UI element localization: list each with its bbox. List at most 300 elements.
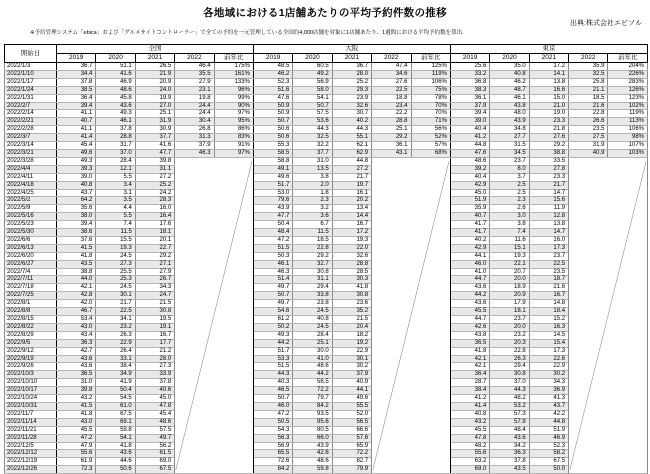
value-cell: 42.1 [450,363,489,371]
row-date: 2022/6/20 [5,252,57,260]
value-cell: 24.5 [293,308,332,316]
value-cell: 30.3 [332,276,371,284]
value-cell: 18.7 [529,276,568,284]
value-cell: 48.5 [253,63,292,71]
value-cell: 55.5 [332,402,371,410]
value-cell: 40.9 [569,149,608,157]
value-cell: 50.0 [529,466,568,474]
value-cell: 45.4 [57,142,96,150]
value-cell: 23.9 [332,94,371,102]
value-cell: 3.4 [96,181,135,189]
value-cell: 95.6 [293,418,332,426]
row-date: 2022/9/26 [5,363,57,371]
value-cell: 43.5 [57,260,96,268]
value-cell: 22.0 [332,244,371,252]
value-cell: 54.3 [253,426,292,434]
table-body [5,63,648,474]
value-cell: 44.3 [332,126,371,134]
value-cell: 25.1 [372,126,411,134]
value-cell: 17.7 [135,339,174,347]
value-cell: 19.3 [332,236,371,244]
value-cell: 44.7 [450,276,489,284]
value-cell: 47.8 [450,434,489,442]
row-date: 2022/7/18 [5,284,57,292]
value-cell: 53.2 [490,402,529,410]
value-cell: 21.7 [332,173,371,181]
value-cell: 26.3 [490,355,529,363]
value-cell: 63.2 [450,458,489,466]
value-cell: 31.7 [96,142,135,150]
row-date: 2022/7/4 [5,268,57,276]
value-cell: 34.2 [490,442,529,450]
value-cell: 31.5 [490,142,529,150]
value-cell: 38.8 [529,149,568,157]
value-cell: 30.4 [175,118,214,126]
value-cell: 82.7 [332,458,371,466]
value-cell: 17.3 [529,347,568,355]
table-row [5,418,648,426]
value-cell: 18.8 [372,94,411,102]
value-cell: 123% [608,94,648,102]
value-cell: 42.9 [450,244,489,252]
value-cell: 21.6 [569,102,608,110]
value-cell: 47.6 [450,149,489,157]
value-cell: 24.0 [135,86,174,94]
value-cell: 43.5 [490,466,529,474]
value-cell: 36.5 [450,339,489,347]
value-cell: 20.0 [490,323,529,331]
year-header: 2022 [569,54,608,63]
value-cell: 24.4 [175,102,214,110]
value-cell: 55.6 [450,450,489,458]
value-cell: 41.8 [450,347,489,355]
value-cell: 11.9 [529,205,568,213]
value-cell: 7.4 [96,221,135,229]
table-row [5,300,648,308]
value-cell: 91% [214,142,253,150]
table-row [5,86,648,94]
value-cell: 50.4 [96,387,135,395]
value-cell: 79.7 [293,395,332,403]
value-cell: 45.5 [450,426,489,434]
value-cell: 36.3 [57,339,96,347]
value-cell: 16.1 [332,189,371,197]
row-date: 2022/2/21 [5,118,57,126]
value-cell: 33.8 [293,292,332,300]
value-cell: 125% [411,63,450,71]
value-cell: 22.5 [372,86,411,94]
value-cell: 66.6 [332,426,371,434]
value-cell: 42.6 [450,323,489,331]
value-cell: 64.2 [57,197,96,205]
value-cell: 102% [608,102,648,110]
table-row [5,110,648,118]
value-cell: 37.9 [332,371,371,379]
value-cell: 40.8 [490,70,529,78]
row-date: 2022/1/17 [5,78,57,86]
value-cell: 36.8 [450,78,489,86]
value-cell: 29.3 [332,86,371,94]
table-row [5,252,648,260]
value-cell: 25.1 [135,110,174,118]
table-row [5,189,648,197]
year-header: 2022 [175,54,214,63]
value-cell: 3.6 [293,213,332,221]
value-cell: 18.5 [569,94,608,102]
value-cell: 14.8 [529,300,568,308]
value-cell: 41.0 [293,355,332,363]
value-cell: 21.5 [135,300,174,308]
value-cell: 35.5 [175,70,214,78]
value-cell: 97% [214,110,253,118]
value-cell: 16.4 [135,213,174,221]
value-cell: 25.6 [450,63,489,71]
value-cell: 51.1 [96,63,135,71]
value-cell: 31.0 [57,379,96,387]
value-cell: 18.4 [529,308,568,316]
value-cell: 204% [608,63,648,71]
value-cell: 23.4 [372,102,411,110]
value-cell: 32.6 [332,102,371,110]
value-cell: 41.2 [450,395,489,403]
table-row [5,236,648,244]
row-date: 2022/10/17 [5,387,57,395]
value-cell: 30.1 [96,292,135,300]
value-cell: 37.7 [135,134,174,142]
value-cell: 20.1 [135,236,174,244]
value-cell: 41.8 [332,284,371,292]
value-cell: 22.6 [529,355,568,363]
value-cell: 50.9 [253,110,292,118]
value-cell: 86% [214,126,253,134]
value-cell: 23.3 [529,118,568,126]
value-cell: 23.5 [569,126,608,134]
value-cell: 26.6 [569,118,608,126]
value-cell: 34.1 [96,316,135,324]
value-cell: 38.4 [96,363,135,371]
value-cell: 24.4 [175,110,214,118]
value-cell: 72.2 [293,387,332,395]
value-cell: 11.5 [293,229,332,237]
value-cell: 43.4 [57,331,96,339]
value-cell: 29.2 [135,252,174,260]
no-data-region [372,157,451,473]
value-cell: 41.5 [57,402,96,410]
value-cell: 30.8 [332,292,371,300]
year-header: 2020 [96,54,135,63]
value-cell: 48.4 [253,229,292,237]
value-cell: 14.4 [332,213,371,221]
value-cell: 37.9 [450,102,489,110]
value-cell: 31.9 [569,142,608,150]
value-cell: 39.8 [135,157,174,165]
table-row [5,458,648,466]
value-cell: 43.6 [450,300,489,308]
value-cell: 20.0 [490,276,529,284]
value-cell: 56.3 [253,434,292,442]
value-cell: 49.6 [253,173,292,181]
value-cell: 38.8 [57,268,96,276]
value-cell: 44.1 [332,387,371,395]
value-cell: 48.4 [490,426,529,434]
value-cell: 44.8 [450,142,489,150]
value-cell: 26.7 [135,276,174,284]
value-cell: 36.4 [450,371,489,379]
value-cell: 97% [214,149,253,157]
value-cell: 22.9 [96,339,135,347]
value-cell: 5.5 [96,213,135,221]
value-cell: 22.8 [569,110,608,118]
table-row [5,70,648,78]
value-cell: 20.3 [490,339,529,347]
value-cell: 67.5 [529,458,568,466]
value-cell: 34.9 [96,371,135,379]
value-cell: 7.4 [490,229,529,237]
table-row [5,379,648,387]
value-cell: 44.0 [57,276,96,284]
value-cell: 24.5 [96,284,135,292]
data-table [4,44,648,474]
value-cell: 15.0 [529,94,568,102]
value-cell: 23.7 [529,252,568,260]
value-cell: 71% [411,118,450,126]
value-cell: 41.5 [57,244,96,252]
value-cell: 30.2 [529,371,568,379]
value-cell: 52.3 [529,442,568,450]
value-cell: 28.4 [293,331,332,339]
value-cell: 44.6 [96,458,135,466]
table-row [5,355,648,363]
value-cell: 51.5 [253,363,292,371]
year-header: 2020 [490,54,529,63]
region-header-osaka: 大阪 [253,45,450,54]
table-row [5,442,648,450]
value-cell: 21.1 [569,86,608,94]
row-date: 2022/3/14 [5,142,57,150]
value-cell: 45.8 [96,94,135,102]
table-row [5,213,648,221]
value-cell: 175% [214,63,253,71]
value-cell: 39.0 [450,118,489,126]
row-date: 2022/7/25 [5,292,57,300]
row-date: 2022/9/5 [5,339,57,347]
value-cell: 58.8 [253,157,292,165]
value-cell: 25.3 [96,276,135,284]
value-cell: 3.1 [96,189,135,197]
table-row [5,149,648,157]
value-cell: 133% [214,78,253,86]
value-cell: 40.6 [135,387,174,395]
value-cell: 49.6 [332,395,371,403]
year-header: 2021 [135,54,174,63]
value-cell: 40.8 [293,316,332,324]
value-cell: 15.1 [490,244,529,252]
value-cell: 99% [214,94,253,102]
value-cell: 36.7 [57,63,96,71]
value-cell: 43.6 [450,284,489,292]
row-date: 2022/1/10 [5,70,57,78]
value-cell: 19.2 [332,339,371,347]
value-cell: 40.4 [450,173,489,181]
value-cell: 23.3 [529,173,568,181]
value-cell: 50.7 [293,102,332,110]
table-row [5,244,648,252]
value-cell: 67.5 [135,466,174,474]
value-cell: 39.2 [450,165,489,173]
row-date: 2022/5/30 [5,229,57,237]
value-cell: 43.9 [293,442,332,450]
value-cell: 41.8 [96,442,135,450]
value-cell: 37.8 [135,379,174,387]
value-cell: 51.7 [253,181,292,189]
table-row [5,134,648,142]
value-cell: 51.9 [529,426,568,434]
value-cell: 57.9 [490,418,529,426]
row-date: 2022/9/19 [5,355,57,363]
value-cell: 29.2 [372,134,411,142]
year-header-row [5,54,648,63]
value-cell: 46.5 [253,387,292,395]
value-cell: 31.1 [293,276,332,284]
value-cell: 69.0 [135,458,174,466]
value-cell: 43.8 [490,102,529,110]
value-cell: 58.0 [293,86,332,94]
table-row [5,181,648,189]
value-cell: 43.6 [57,355,96,363]
value-cell: 36.5 [57,371,96,379]
row-date: 2022/1/31 [5,94,57,102]
value-cell: 70% [411,110,450,118]
value-cell: 43.8 [450,331,489,339]
value-cell: 23.2 [490,331,529,339]
value-cell: 19.5 [135,316,174,324]
table-row [5,165,648,173]
value-cell: 19.3 [490,252,529,260]
value-cell: 25.2 [332,78,371,86]
value-cell: 33.5 [529,157,568,165]
value-cell: 58.5 [253,149,292,157]
value-cell: 25.5 [96,268,135,276]
value-cell: 37.0 [96,149,135,157]
value-cell: 50.4 [253,221,292,229]
value-cell: 22.9 [332,347,371,355]
value-cell: 43.6 [96,102,135,110]
value-cell: 33.2 [450,70,489,78]
value-cell: 51.5 [253,244,292,252]
value-cell: 16.6 [529,86,568,94]
value-cell: 41.2 [450,134,489,142]
value-cell: 41.0 [450,268,489,276]
value-cell: 48.6 [135,418,174,426]
value-cell: 49.7 [253,284,292,292]
value-cell: 50.2 [253,323,292,331]
value-cell: 41.3 [529,395,568,403]
value-cell: 37.6 [57,236,96,244]
value-cell: 27.1 [135,260,174,268]
value-cell: 47.2 [57,434,96,442]
value-cell: 46.9 [529,434,568,442]
value-cell: 39.0 [57,173,96,181]
value-cell: 67.5 [96,410,135,418]
table-row [5,102,648,110]
value-cell: 35.0 [490,63,529,71]
value-cell: 19.1 [135,323,174,331]
value-cell: 53.3 [253,355,292,363]
year-header: 2020 [293,54,332,63]
value-cell: 27.3 [135,363,174,371]
value-cell: 32.6 [332,252,371,260]
table-row [5,331,648,339]
value-cell: 19.8 [175,94,214,102]
no-data-diagonal-line [175,158,253,473]
value-cell: 72.3 [57,466,96,474]
value-cell: 47.2 [253,410,292,418]
value-cell: 48.6 [293,363,332,371]
value-cell: 25.2 [135,181,174,189]
value-cell: 36.1 [372,142,411,150]
value-cell: 53.0 [253,189,292,197]
value-cell: 55.6 [57,450,96,458]
value-cell: 18.1 [490,308,529,316]
row-date: 2022/8/1 [5,300,57,308]
row-date: 2022/10/31 [5,402,57,410]
value-cell: 48.7 [490,86,529,94]
row-date: 2022/8/29 [5,331,57,339]
value-cell: 46.2 [490,78,529,86]
row-date: 2022/6/13 [5,244,57,252]
value-cell: 21.9 [135,70,174,78]
table-row [5,126,648,134]
table-row [5,387,648,395]
value-cell: 95% [214,118,253,126]
value-cell: 37.7 [293,149,332,157]
value-cell: 44.2 [450,292,489,300]
value-cell: 17.2 [529,63,568,71]
value-cell: 49.6 [57,149,96,157]
value-cell: 27.9 [175,78,214,86]
value-cell: 2.5 [490,181,529,189]
value-cell: 49.3 [96,110,135,118]
value-cell: 54.5 [96,395,135,403]
value-cell: 61.5 [135,450,174,458]
value-cell: 37.8 [490,458,529,466]
value-cell: 48.2 [490,395,529,403]
value-cell: 226% [608,70,648,78]
value-cell: 44.1 [450,252,489,260]
value-cell: 30.0 [293,347,332,355]
value-cell: 25.1 [293,339,332,347]
table-row [5,323,648,331]
value-cell: 51.9 [450,197,489,205]
table-row [5,292,648,300]
value-cell: 14.5 [529,331,568,339]
value-cell: 65.9 [332,442,371,450]
value-cell: 119% [608,110,648,118]
value-cell: 31.1 [135,165,174,173]
value-cell: 57.6 [332,434,371,442]
table-row [5,426,648,434]
value-cell: 48.6 [450,157,489,165]
value-cell: 53.6 [293,118,332,126]
value-cell: 49.7 [253,300,292,308]
value-cell: 26.4 [96,347,135,355]
value-cell: 23.8 [293,300,332,308]
table-row [5,63,648,71]
value-cell: 26.3 [96,331,135,339]
value-cell: 283% [608,78,648,86]
value-cell: 31.0 [293,157,332,165]
value-cell: 28.0 [135,355,174,363]
